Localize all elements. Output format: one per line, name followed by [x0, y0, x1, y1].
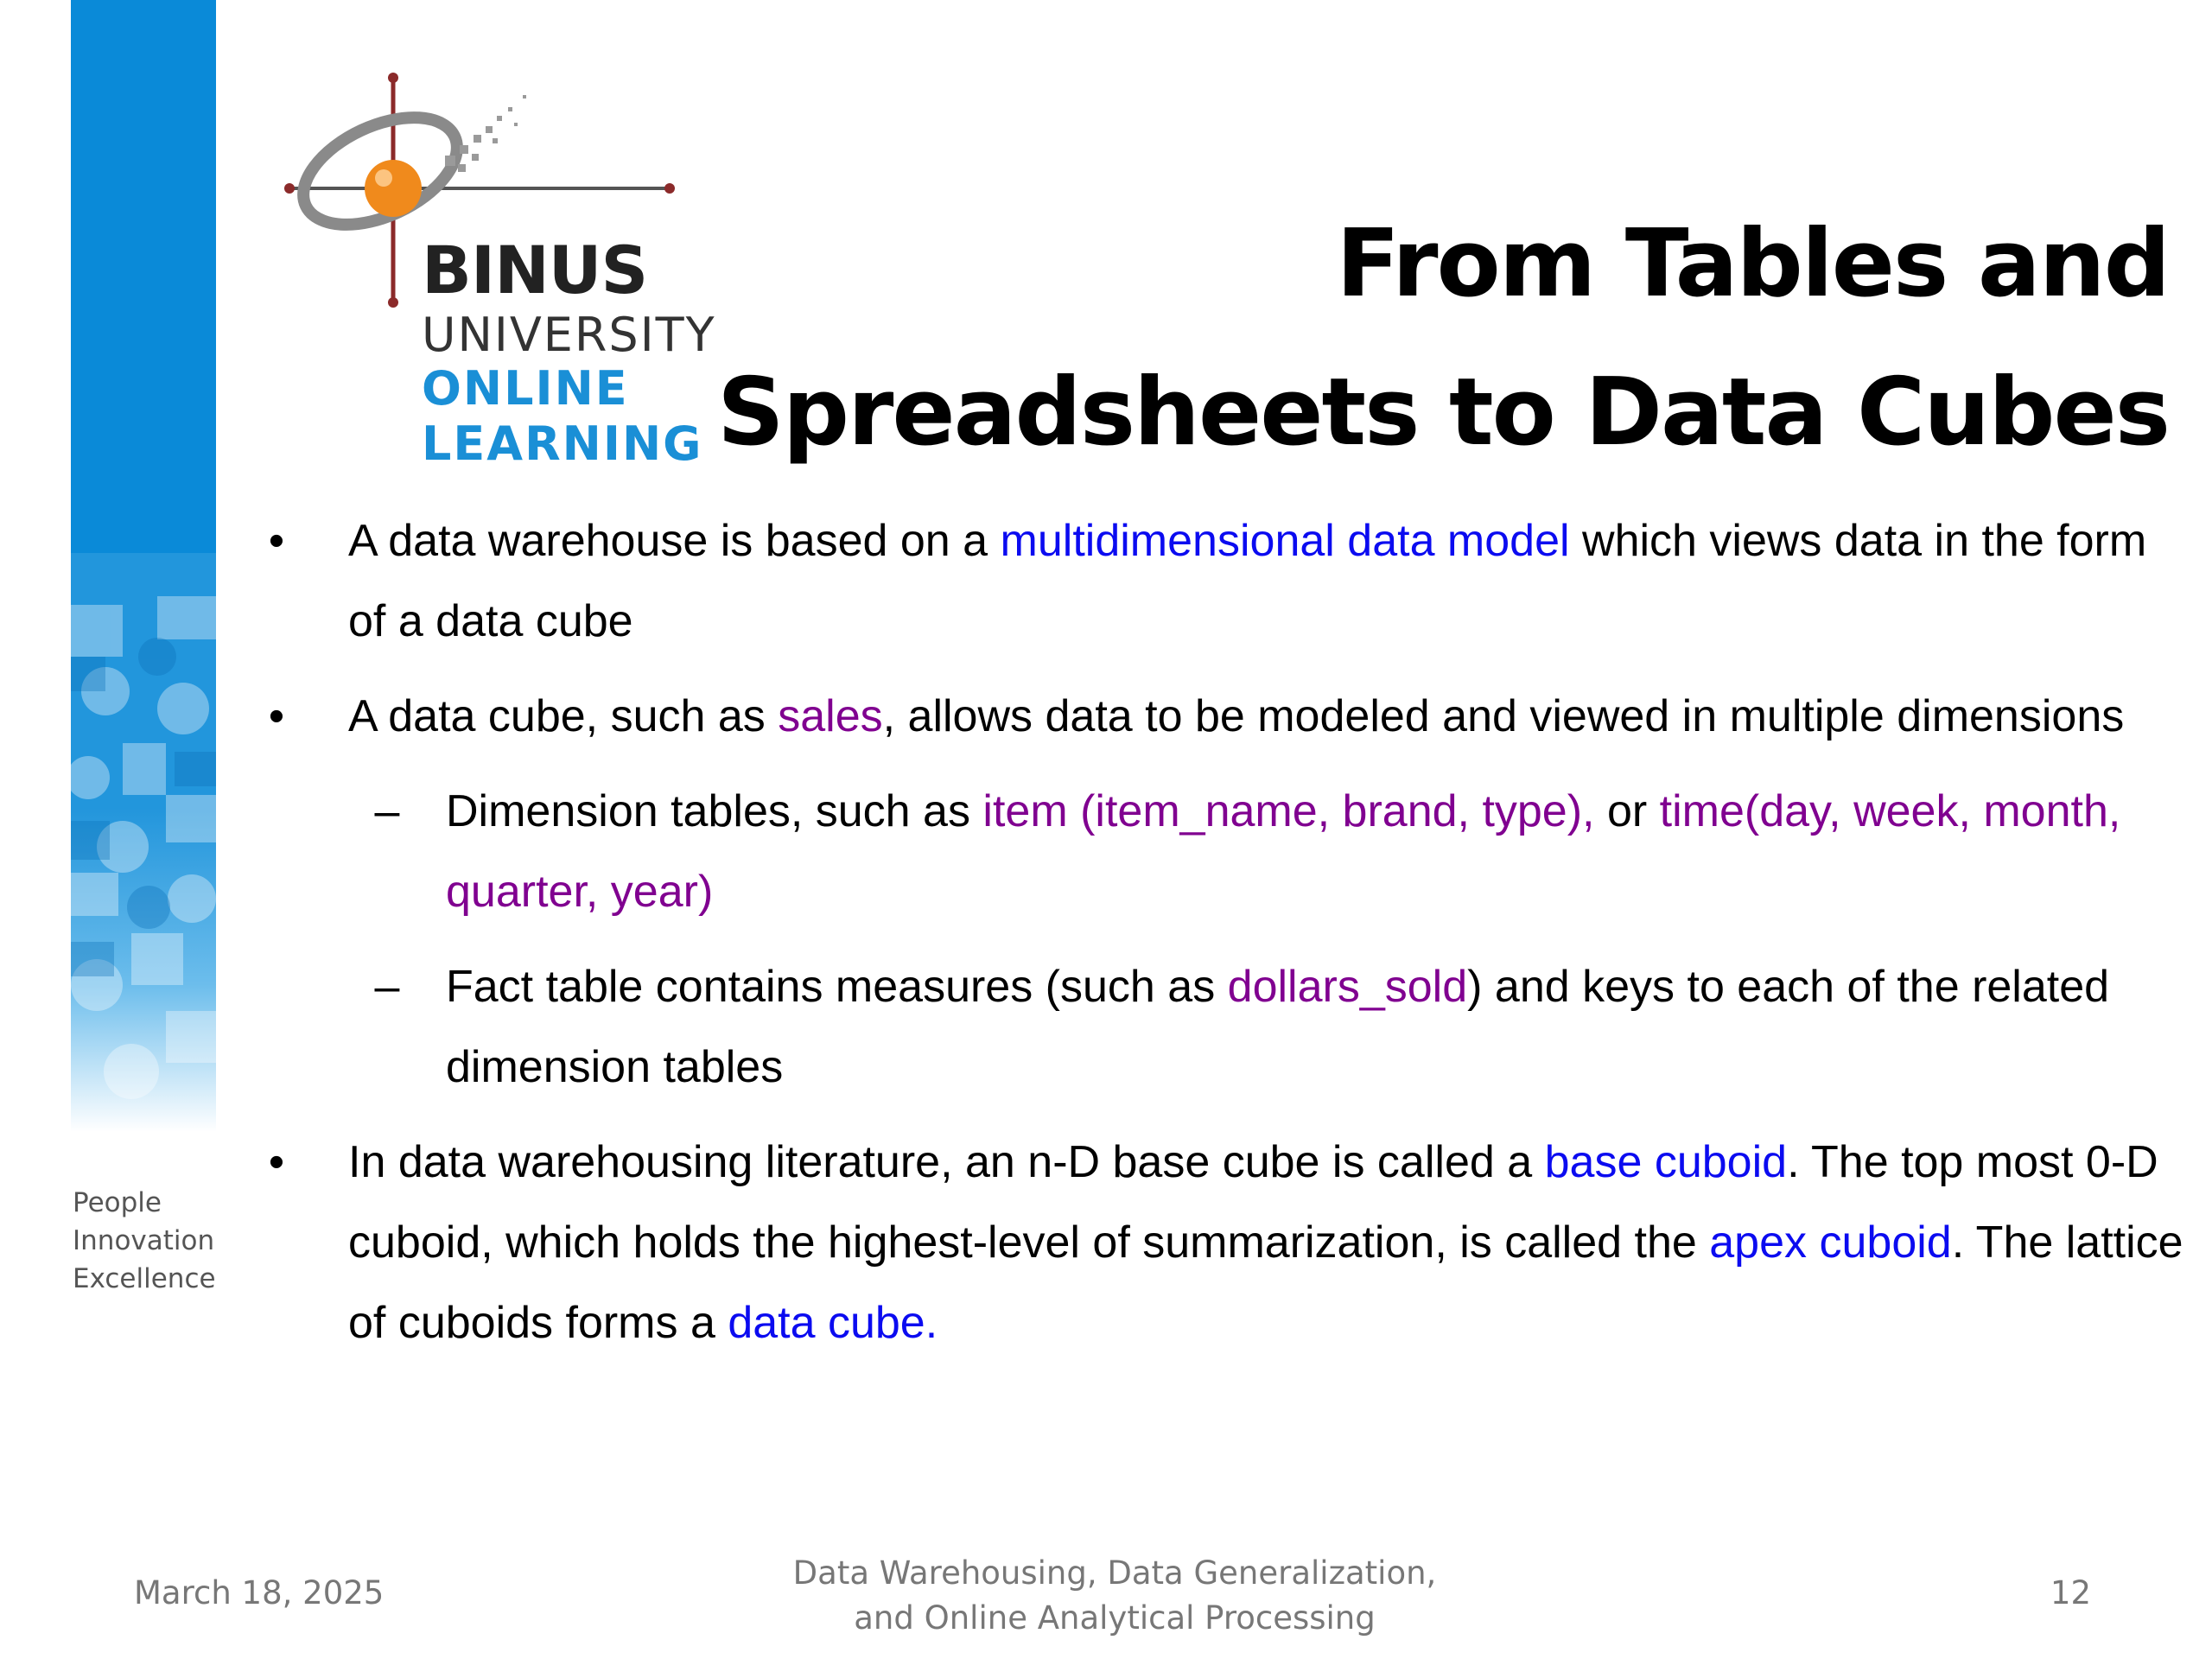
logo-text-online: ONLINE	[422, 361, 629, 416]
term-dollars-sold: dollars_sold	[1227, 962, 1468, 1012]
logo-text-learning: LEARNING	[422, 416, 703, 471]
term-item-dimension: item (item_name, brand, type),	[982, 786, 1595, 836]
bullet-item	[259, 677, 2195, 757]
slide-body	[259, 501, 2195, 1378]
bullet-marker: •	[268, 516, 285, 566]
bullet-text: , allows data to be modeled and viewed in multiple dimensions	[882, 691, 2125, 741]
term-data-cube: data cube.	[728, 1298, 938, 1348]
term-time-dimension: time(day, week, month, quarter, year)	[446, 786, 2121, 917]
bullet-text: . The top most 0-D cuboid, which holds the highest-level of summarization, is called the	[348, 1137, 2158, 1268]
sub-bullet-item	[259, 947, 2195, 1108]
decorative-side-strip	[71, 0, 216, 1132]
term-base-cuboid: base cuboid	[1544, 1137, 1788, 1187]
bullet-text: or	[1594, 786, 1660, 836]
bullet-text: . The lattice of cuboids forms a	[348, 1217, 2183, 1348]
logo-text-binus: BINUS	[422, 232, 648, 308]
bullet-text: Fact table contains measures (such as	[446, 962, 1228, 1012]
footer-title-line-1: Data Warehousing, Data Generalization,	[792, 1554, 1437, 1592]
bullet-text: In data warehousing literature, an n-D base cube is called a	[348, 1137, 1545, 1187]
slide-title-line-1: From Tables and	[1336, 210, 2169, 318]
bullet-item	[259, 1122, 2195, 1363]
footer-title	[760, 1551, 1469, 1641]
tagline-excellence: Excellence	[73, 1263, 216, 1294]
logo-text-university: UNIVERSITY	[422, 308, 716, 362]
slide-title-line-2: Spreadsheets to Data Cubes	[716, 359, 2169, 467]
bullet-text: Dimension tables, such as	[446, 786, 983, 836]
term-sales: sales	[778, 691, 883, 741]
term-apex-cuboid: apex cuboid	[1709, 1217, 1952, 1268]
tagline-innovation: Innovation	[73, 1225, 215, 1256]
sub-bullet-item	[259, 772, 2195, 932]
bullet-text: A data cube, such as	[348, 691, 779, 741]
dash-marker: –	[374, 786, 400, 836]
tagline	[73, 1184, 216, 1298]
page-number: 12	[2050, 1574, 2091, 1611]
bullet-marker: •	[268, 691, 285, 741]
bullet-text: which views data in the form of a data cube	[348, 516, 2147, 646]
dash-marker: –	[374, 962, 400, 1012]
footer-date: March 18, 2025	[134, 1574, 385, 1611]
term-multidimensional-data-model: multidimensional data model	[1000, 516, 1570, 566]
footer-title-line-2: and Online Analytical Processing	[854, 1599, 1376, 1637]
bullet-text: A data warehouse is based on a	[348, 516, 1001, 566]
bullet-text: ) and keys to each of the related dimension tables	[446, 962, 2110, 1092]
bullet-item	[259, 501, 2195, 662]
tagline-people: People	[73, 1187, 162, 1218]
slide-title	[613, 190, 2169, 487]
bullet-marker: •	[268, 1137, 285, 1187]
